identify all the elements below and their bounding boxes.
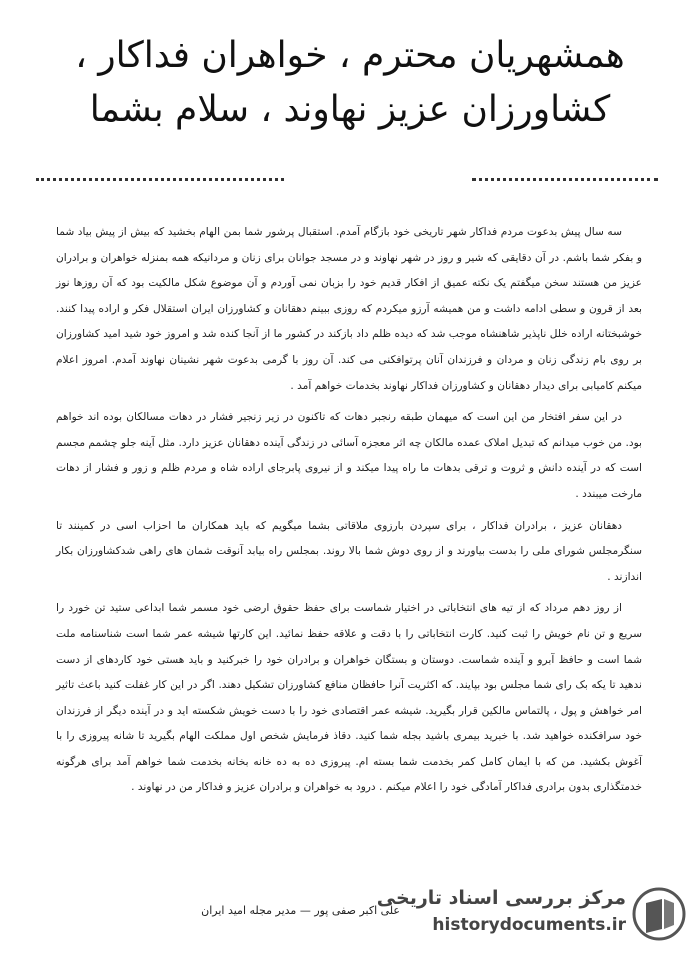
archive-url: historydocuments.ir (432, 915, 626, 935)
headline-line-1: همشهریان محترم ، خواهران فداکار ، (75, 35, 625, 76)
archive-watermark (376, 883, 690, 945)
archive-title: مرکز بررسی اسناد تاریخی (376, 887, 626, 909)
dotted-divider-left (36, 178, 284, 181)
archive-logo-icon (632, 887, 686, 941)
dotted-divider-right (472, 178, 658, 181)
paragraph-2: در این سفر افتخار من این است که میهمان طبقه رنجبر دهات که تاکنون در زیر زنجیر فشار در دهات مسالکان بوده اند خواهم بود. من خوب میدانم که تبدیل املاک عمده مالکان چه اثر معجزه آسائی در زندگی آینده دهقانان عزیز دارد. مثل آینه جلو چشمم مجسم است که در آینده دانش و ثروت و ترقی بدهات ما راه پیدا میکند و از نیروی پابرجای اراده شاه و مردم ظلم و زور و فشار از دهات مارخت میبندد . (56, 411, 642, 500)
paragraph-3: دهقانان عزیز ، برادران فداکار ، برای سپردن بارزوی ملاقاتی بشما میگویم که باید همکاران ما احزاب اسی در کمینند تا سنگرمجلس شورای ملی را بدست بیاورند و از روی دوش شما بالا روند. بمجلس راه بیابد آنوقت شمان های راهی شدکشاورزان بکار اندازند . (56, 519, 642, 583)
signature-line: علی اکبر صفی پور — مدیر مجله امید ایران (201, 904, 400, 917)
paragraph-1: سه سال پیش بدعوت مردم فداکار شهر تاریخی خود بازگام آمدم. استقبال پرشور شما بمن الهام بخشید که بیش از پیش بیاد شما و بفکر شما باشم. در آن دقایقی که شیر و روز در شهر نهاوند و در مسجد جوانان برای زنان و مردانیکه همه بمنزله خواهران و برادران عزیز من هستند سخن میگفتم یک نکته عمیق از افکار قدیم خود را بزبان نمی آوردم و آن موضوع شکل مالکیت بود که آن روزها نوز بعد از قرون و سطی ادامه داشت و من همیشه آرزو میکردم که روزی ببینم دهقانان و کشاورزان ایران استقلال فکر و اراده پیدا کنند. خوشبختانه اراده خلل ناپذیر شاهنشاه موجب شد که دیده ظلم داد بازکند در کشور ما از آنجا کنده شد و امروز خود شید امید کشاورزان بر روی بام زندگی زنان و مردان و فرزندان آنان پرتوافکنی می کند. آن روز با گرمی بدعوت شهر نشینان نهاوند آمدم. امروز اعلام میکنم کامیابی برای دیدار دهقانان و کشاورزان فداکار نهاوند بخدمات خواهم آمد . (56, 226, 642, 392)
letter-body (56, 220, 642, 807)
headline-line-2: کشاورزان عزیز نهاوند ، سلام بشما (89, 89, 611, 130)
paragraph-4: از روز دهم مرداد که از تیه های انتخاباتی در اختیار شماست برای حفظ حقوق ارضی خود مسمر شما ابداعی ستید تن خورد را سریع و تن نام خویش را ثبت کنید. کارت انتخاباتی را با دقت و علاقه حفظ نمائید. این کارتها شیشه عمر شما است شناسنامه ملت شما است و حافظ آبرو و آینده شماست. دوستان و بستگان خواهران و برادران خود را خبرکنید و باید هستی خود کاردهای از دست ندهید تا یکه بک رای شما مجلس بود بپایند. که اکثریت آنرا حافظان منافع کشاورزان تشکیل دهند. اگر در این کار غفلت کنید باعث تاثیر امر خواهش و پول ، پالتماس مالکین قرار بگیرید. شیشه عمر اقتصادی خود را با دست خویش شکسته اید و در آینده دیگر از فرزندان خود سرافکنده خواهید شد. با خبرید بیمری باشید بجله شما کنید. دقاذ فرمایش شخص اول مملکت الهام بگیرید تا شانه پیروزی را با آغوش بکشید. من که با ایمان کامل کمر بخدمت شما بسته ام. پیروزی ده به ده خانه بخانه بخدمت شما خواهم آمد برای هرگونه خدمتگذاری بدون برادری فداکار آمادگی خود را اعلام میکنم . درود به خواهران و برادران عزیز و فداکار من در نهاوند . (56, 602, 642, 794)
